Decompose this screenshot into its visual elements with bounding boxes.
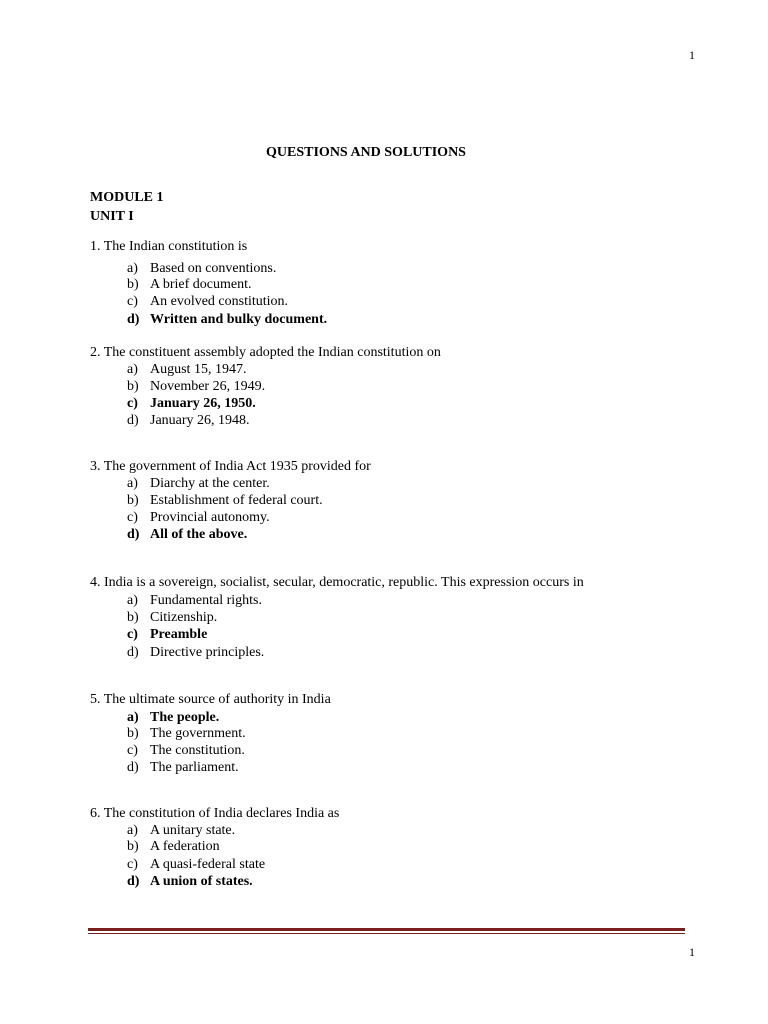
option-text: Written and bulky document. bbox=[150, 312, 328, 327]
option-letter: d) bbox=[127, 760, 139, 775]
q4-option-c-answer bbox=[127, 628, 207, 642]
option-letter: a) bbox=[127, 261, 138, 276]
q2-option-c-answer bbox=[127, 397, 256, 411]
page-title: QUESTIONS AND SOLUTIONS bbox=[266, 145, 466, 160]
q5-option-c bbox=[127, 744, 245, 758]
q5-option-d bbox=[127, 761, 239, 775]
option-text: The government. bbox=[150, 726, 246, 741]
question-1: 1. The Indian constitution is bbox=[90, 239, 248, 254]
q4-option-d bbox=[127, 646, 264, 660]
option-text: January 26, 1950. bbox=[150, 396, 256, 411]
q3-option-b bbox=[127, 494, 323, 508]
option-letter: d) bbox=[127, 312, 140, 327]
option-letter: b) bbox=[127, 726, 139, 741]
option-text: Establishment of federal court. bbox=[150, 493, 323, 508]
option-letter: c) bbox=[127, 627, 138, 642]
option-text: The people. bbox=[150, 710, 220, 725]
option-letter: d) bbox=[127, 874, 140, 889]
question-2: 2. The constituent assembly adopted the Indian constitution on bbox=[90, 345, 441, 360]
q2-option-d bbox=[127, 414, 250, 428]
option-letter: b) bbox=[127, 379, 139, 394]
option-letter: c) bbox=[127, 743, 138, 758]
option-letter: b) bbox=[127, 277, 139, 292]
q6-option-c bbox=[127, 858, 265, 872]
option-letter: d) bbox=[127, 527, 140, 542]
option-letter: c) bbox=[127, 510, 138, 525]
q4-option-b bbox=[127, 611, 217, 625]
option-letter: c) bbox=[127, 294, 138, 309]
q2-option-b bbox=[127, 380, 265, 394]
option-text: The parliament. bbox=[150, 760, 239, 775]
q3-option-c bbox=[127, 511, 270, 525]
option-letter: a) bbox=[127, 362, 138, 377]
q1-option-a bbox=[127, 262, 276, 276]
option-text: January 26, 1948. bbox=[150, 413, 250, 428]
q3-option-a bbox=[127, 477, 270, 491]
page-number-bottom: 1 bbox=[689, 945, 695, 959]
option-letter: c) bbox=[127, 396, 138, 411]
q3-option-d-answer bbox=[127, 528, 247, 542]
option-text: Preamble bbox=[150, 627, 208, 642]
option-text: All of the above. bbox=[150, 527, 248, 542]
question-6: 6. The constitution of India declares India as bbox=[90, 806, 340, 821]
unit-heading: UNIT I bbox=[90, 209, 134, 224]
option-text: August 15, 1947. bbox=[150, 362, 247, 377]
footer-rule-thin bbox=[88, 933, 685, 934]
q5-option-a-answer bbox=[127, 711, 219, 725]
option-letter: a) bbox=[127, 593, 138, 608]
option-letter: b) bbox=[127, 839, 139, 854]
option-text: A unitary state. bbox=[150, 823, 236, 838]
q2-option-a bbox=[127, 363, 246, 377]
question-4: 4. India is a sovereign, socialist, secular, democratic, republic. This expression occurs in bbox=[90, 575, 584, 590]
option-text: Directive principles. bbox=[150, 645, 265, 660]
q1-option-b bbox=[127, 278, 251, 292]
q6-option-b bbox=[127, 840, 220, 854]
option-text: November 26, 1949. bbox=[150, 379, 266, 394]
page-number-top: 1 bbox=[689, 48, 695, 62]
option-text: Citizenship. bbox=[150, 610, 218, 625]
module-heading: MODULE 1 bbox=[90, 190, 164, 205]
question-3: 3. The government of India Act 1935 provided for bbox=[90, 459, 371, 474]
option-letter: a) bbox=[127, 476, 138, 491]
option-letter: a) bbox=[127, 823, 138, 838]
option-text: Based on conventions. bbox=[150, 261, 277, 276]
q6-option-a bbox=[127, 824, 235, 838]
option-letter: b) bbox=[127, 610, 139, 625]
question-5: 5. The ultimate source of authority in India bbox=[90, 692, 331, 707]
option-text: A brief document. bbox=[150, 277, 252, 292]
option-text: Provincial autonomy. bbox=[150, 510, 270, 525]
option-letter: d) bbox=[127, 645, 139, 660]
footer-rule-thick bbox=[88, 928, 685, 931]
option-text: A union of states. bbox=[150, 874, 253, 889]
q6-option-d-answer bbox=[127, 875, 253, 889]
option-text: A federation bbox=[150, 839, 220, 854]
q1-option-d-answer bbox=[127, 313, 327, 327]
option-letter: a) bbox=[127, 710, 139, 725]
option-text: An evolved constitution. bbox=[150, 294, 289, 309]
option-text: A quasi-federal state bbox=[150, 857, 266, 872]
option-letter: b) bbox=[127, 493, 139, 508]
option-text: Fundamental rights. bbox=[150, 593, 262, 608]
q1-option-c bbox=[127, 295, 288, 309]
option-text: The constitution. bbox=[150, 743, 245, 758]
q4-option-a bbox=[127, 594, 262, 608]
option-letter: c) bbox=[127, 857, 138, 872]
q5-option-b bbox=[127, 727, 246, 741]
option-text: Diarchy at the center. bbox=[150, 476, 270, 491]
option-letter: d) bbox=[127, 413, 139, 428]
